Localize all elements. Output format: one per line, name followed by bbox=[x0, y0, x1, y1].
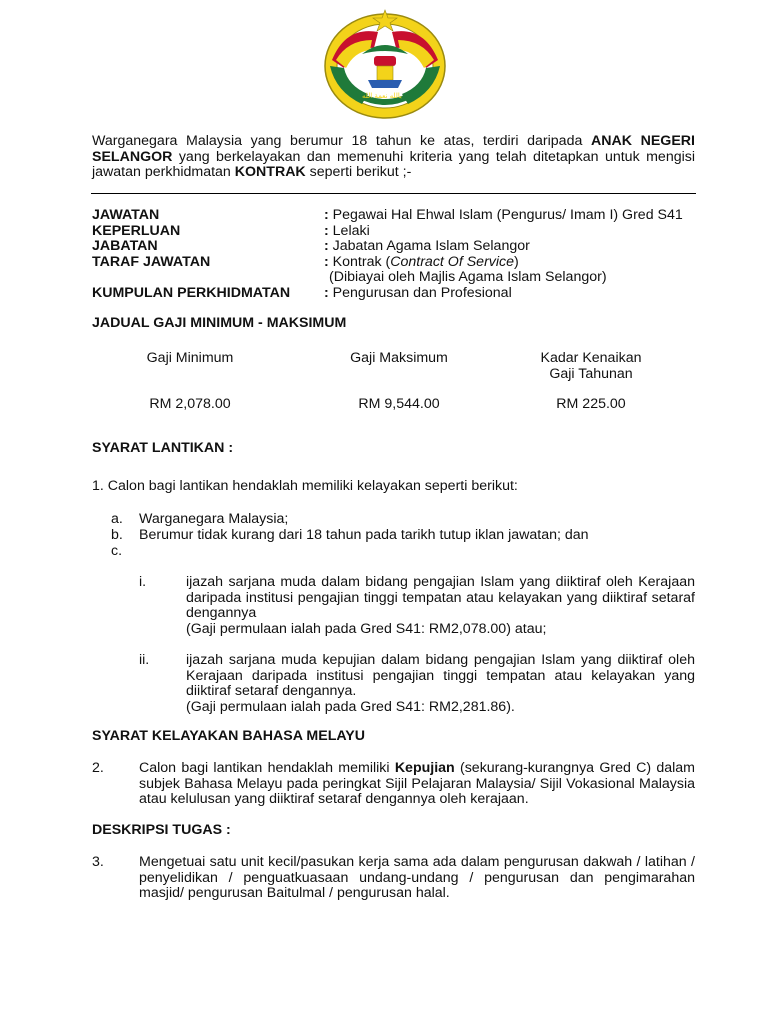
label-kadar-kenaikan: Kadar Kenaikan Gaji Tahunan bbox=[540, 350, 642, 382]
bold-kepujian: Kepujian bbox=[394, 760, 455, 776]
list-text-b: Berumur tidak kurang dari 18 tahun pada tarikh tutup iklan jawatan; dan bbox=[139, 527, 589, 543]
value-taraf-note: (Dibiayai oleh Majlis Agama Islam Selangor) bbox=[329, 269, 607, 285]
list-label-b: b. bbox=[111, 527, 123, 543]
label-jabatan: JABATAN bbox=[92, 238, 158, 254]
num-label-2: 2. bbox=[92, 760, 104, 776]
value-gaji-minimum: RM 2,078.00 bbox=[149, 396, 231, 412]
intro-text-1: Warganegara Malaysia yang berumur 18 tahun ke atas, terdiri daripada bbox=[92, 133, 591, 149]
intro-text-2: yang berkelayakan dan memenuhi kriteria yang telah ditetapkan untuk mengisi jawatan perkhidmatan bbox=[92, 148, 695, 181]
gaji-permulaan-i: (Gaji permulaan ialah pada Gred S41: RM2,078.00) atau; bbox=[186, 620, 547, 637]
roman-label-ii: ii. bbox=[139, 652, 150, 668]
num-label-3: 3. bbox=[92, 854, 104, 870]
heading-syarat-bahasa: SYARAT KELAYAKAN BAHASA MELAYU bbox=[92, 728, 366, 744]
intro-bold-kontrak: KONTRAK bbox=[234, 164, 306, 181]
intro-bold-anak-negeri: ANAK NEGERI SELANGOR bbox=[92, 133, 695, 165]
roman-text-ii: ijazah sarjana muda kepujian dalam bidang pengajian Islam yang diiktiraf oleh Kerajaan daripada institusi pengajian tinggi tempatan atau kelayakan yang diiktiraf setaraf dengannya. (Gaji permulaan ialah pada Gred S41: RM2,281.86). bbox=[186, 652, 695, 715]
label-gaji-maksimum: Gaji Maksimum bbox=[350, 350, 448, 366]
label-gaji-minimum: Gaji Minimum bbox=[146, 350, 234, 366]
label-jawatan: JAWATAN bbox=[92, 207, 160, 223]
row-taraf-note bbox=[92, 270, 712, 286]
heading-jadual-gaji: JADUAL GAJI MINIMUM - MAKSIMUM bbox=[92, 315, 347, 331]
label-taraf-jawatan: TARAF JAWATAN bbox=[92, 254, 211, 270]
list-label-a: a. bbox=[111, 511, 123, 527]
roman-text-i: ijazah sarjana muda dalam bidang pengajian Islam yang diiktiraf oleh Kerajaan daripada institusi pengajian tinggi tempatan atau kelayakan yang diiktiraf setaraf dengannya (Gaji permulaan ialah pada Gred S41: RM2,078.00) atau; bbox=[186, 574, 695, 637]
row-jawatan bbox=[92, 208, 712, 224]
label-keperluan: KEPERLUAN bbox=[92, 223, 181, 239]
tugas-text: Mengetuai satu unit kecil/pasukan kerja sama ada dalam pengurusan dakwah / latihan / penyelidikan / penguatkuasaan undang-undang / pengurusan dan pengimarahan masjid/ pengurusan Baitulmal / pengurusan halal. bbox=[139, 854, 695, 902]
bahasa-text: Calon bagi lantikan hendaklah memiliki Kepujian (sekurang-kurangnya Gred C) dalam subjek Bahasa Melayu pada peringkat Sijil Pelajaran Malaysia/ Sijil Vokasional Malaysia atau kelulusan yang diiktiraf setaraf dengannya oleh kerajaan. bbox=[139, 760, 695, 808]
list-label-c: c. bbox=[111, 543, 123, 559]
value-jawatan: : Pegawai Hal Ehwal Islam (Pengurus/ Imam I) Gred S41 bbox=[324, 207, 683, 223]
value-kadar-kenaikan: RM 225.00 bbox=[556, 396, 626, 412]
value-kumpulan: : Pengurusan dan Profesional bbox=[324, 285, 512, 301]
list-text-a: Warganegara Malaysia; bbox=[139, 511, 289, 527]
crest-motto: بالله نعمة الله bbox=[362, 92, 403, 100]
horizontal-divider bbox=[91, 193, 696, 194]
value-gaji-maksimum: RM 9,544.00 bbox=[358, 396, 440, 412]
label-kumpulan: KUMPULAN PERKHIDMATAN bbox=[92, 285, 291, 301]
row-jabatan bbox=[92, 239, 712, 255]
gaji-permulaan-ii: (Gaji permulaan ialah pada Gred S41: RM2,281.86). bbox=[186, 698, 515, 715]
value-keperluan: : Lelaki bbox=[324, 223, 370, 239]
selangor-crest bbox=[322, 8, 448, 120]
value-taraf-jawatan: : Kontrak (Contract Of Service) bbox=[324, 254, 519, 270]
roman-label-i: i. bbox=[139, 574, 147, 590]
value-jabatan: : Jabatan Agama Islam Selangor bbox=[324, 238, 530, 254]
row-kumpulan bbox=[92, 286, 712, 302]
intro-paragraph bbox=[92, 134, 695, 181]
intro-text-3: seperti berikut ;- bbox=[305, 164, 412, 181]
syarat-item-1: 1. Calon bagi lantikan hendaklah memiliki kelayakan seperti berikut: bbox=[92, 478, 518, 494]
heading-deskripsi-tugas: DESKRIPSI TUGAS : bbox=[92, 822, 231, 838]
heading-syarat-lantikan: SYARAT LANTIKAN : bbox=[92, 440, 234, 456]
